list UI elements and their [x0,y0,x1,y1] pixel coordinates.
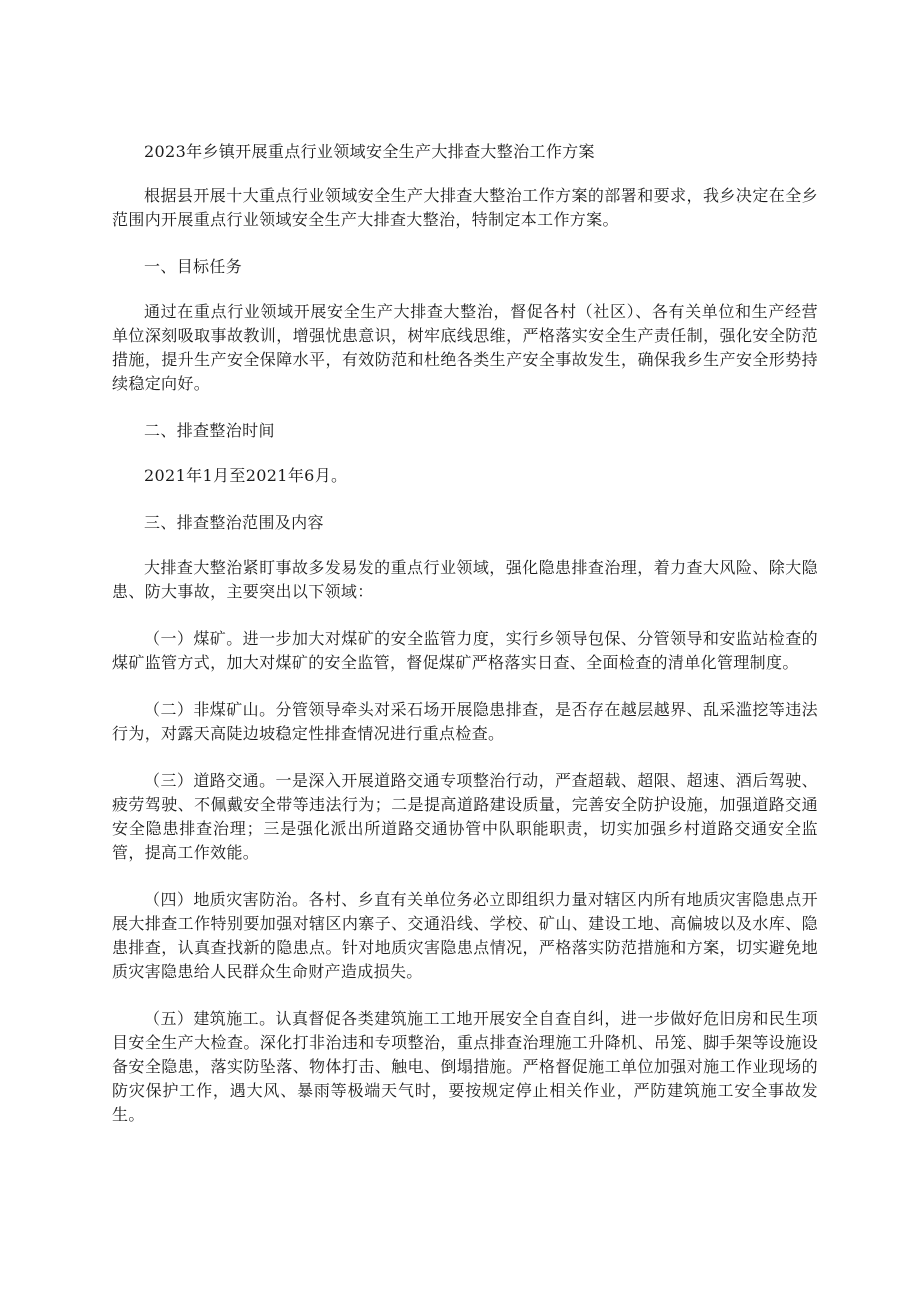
section-heading-scope: 三、排查整治范围及内容 [144,513,324,532]
scope-item-road-traffic: （三）道路交通。一是深入开展道路交通专项整治行动，严查超载、超限、超速、酒后驾驶、疲劳驾驶、不佩戴安全带等违法行为；二是提高道路建设质量，完善安全防护设施，加强道路交通安全隐患排查治理；三是强化派出所道路交通协管中队职能职责，切实加强乡村道路交通安全监管，提高工作效能。 [112,771,818,862]
intro-paragraph: 根据县开展十大重点行业领域安全生产大排查大整治工作方案的部署和要求，我乡决定在全乡范围内开展重点行业领域安全生产大排查大整治，特制定本工作方案。 [112,186,818,229]
scope-item-coal-mine: （一）煤矿。进一步加大对煤矿的安全监管力度，实行乡领导包保、分管领导和安监站检查的煤矿监管方式，加大对煤矿的安全监管，督促煤矿严格落实日查、全面检查的清单化管理制度。 [112,629,818,672]
scope-item-non-coal-mine: （二）非煤矿山。分管领导牵头对采石场开展隐患排查，是否存在越层越界、乱采滥挖等违法行为，对露天高陡边坡稳定性排查情况进行重点检查。 [112,700,818,743]
scope-intro-paragraph: 大排查大整治紧盯事故多发易发的重点行业领域，强化隐患排查治理，着力查大风险、除大隐患、防大事故，主要突出以下领域： [112,558,818,601]
scope-item-construction: （五）建筑施工。认真督促各类建筑施工工地开展安全自查自纠，进一步做好危旧房和民生项目安全生产大检查。深化打非治违和专项整治，重点排查治理施工升降机、吊笼、脚手架等设施设备安全隐患，落实防坠落、物体打击、触电、倒塌措施。严格督促施工单位加强对施工作业现场的防灾保护工作，遇大风、暴雨等极端天气时，要按规定停止相关作业，严防建筑施工安全事故发生。 [112,1009,818,1124]
schedule-paragraph: 2021年1月至2021年6月。 [144,466,348,485]
document-title: 2023年乡镇开展重点行业领域安全生产大排查大整治工作方案 [144,142,595,161]
goals-paragraph: 通过在重点行业领域开展安全生产大排查大整治，督促各村（社区）、各有关单位和生产经营单位深刻吸取事故教训，增强忧患意识，树牢底线思维，严格落实安全生产责任制，强化安全防范措施，提升生产安全保障水平，有效防范和杜绝各类生产安全事故发生，确保我乡生产安全形势持续稳定向好。 [112,302,818,393]
scope-item-geological-hazard: （四）地质灾害防治。各村、乡直有关单位务必立即组织力量对辖区内所有地质灾害隐患点开展大排查工作特别要加强对辖区内寨子、交通沿线、学校、矿山、建设工地、高偏坡以及水库、隐患排查，认真查找新的隐患点。针对地质灾害隐患点情况，严格落实防范措施和方案，切实避免地质灾害隐患给人民群众生命财产造成损失。 [112,890,818,981]
section-heading-schedule: 二、排查整治时间 [144,421,275,440]
document-page [112,140,818,1150]
section-heading-goals: 一、目标任务 [144,257,243,276]
